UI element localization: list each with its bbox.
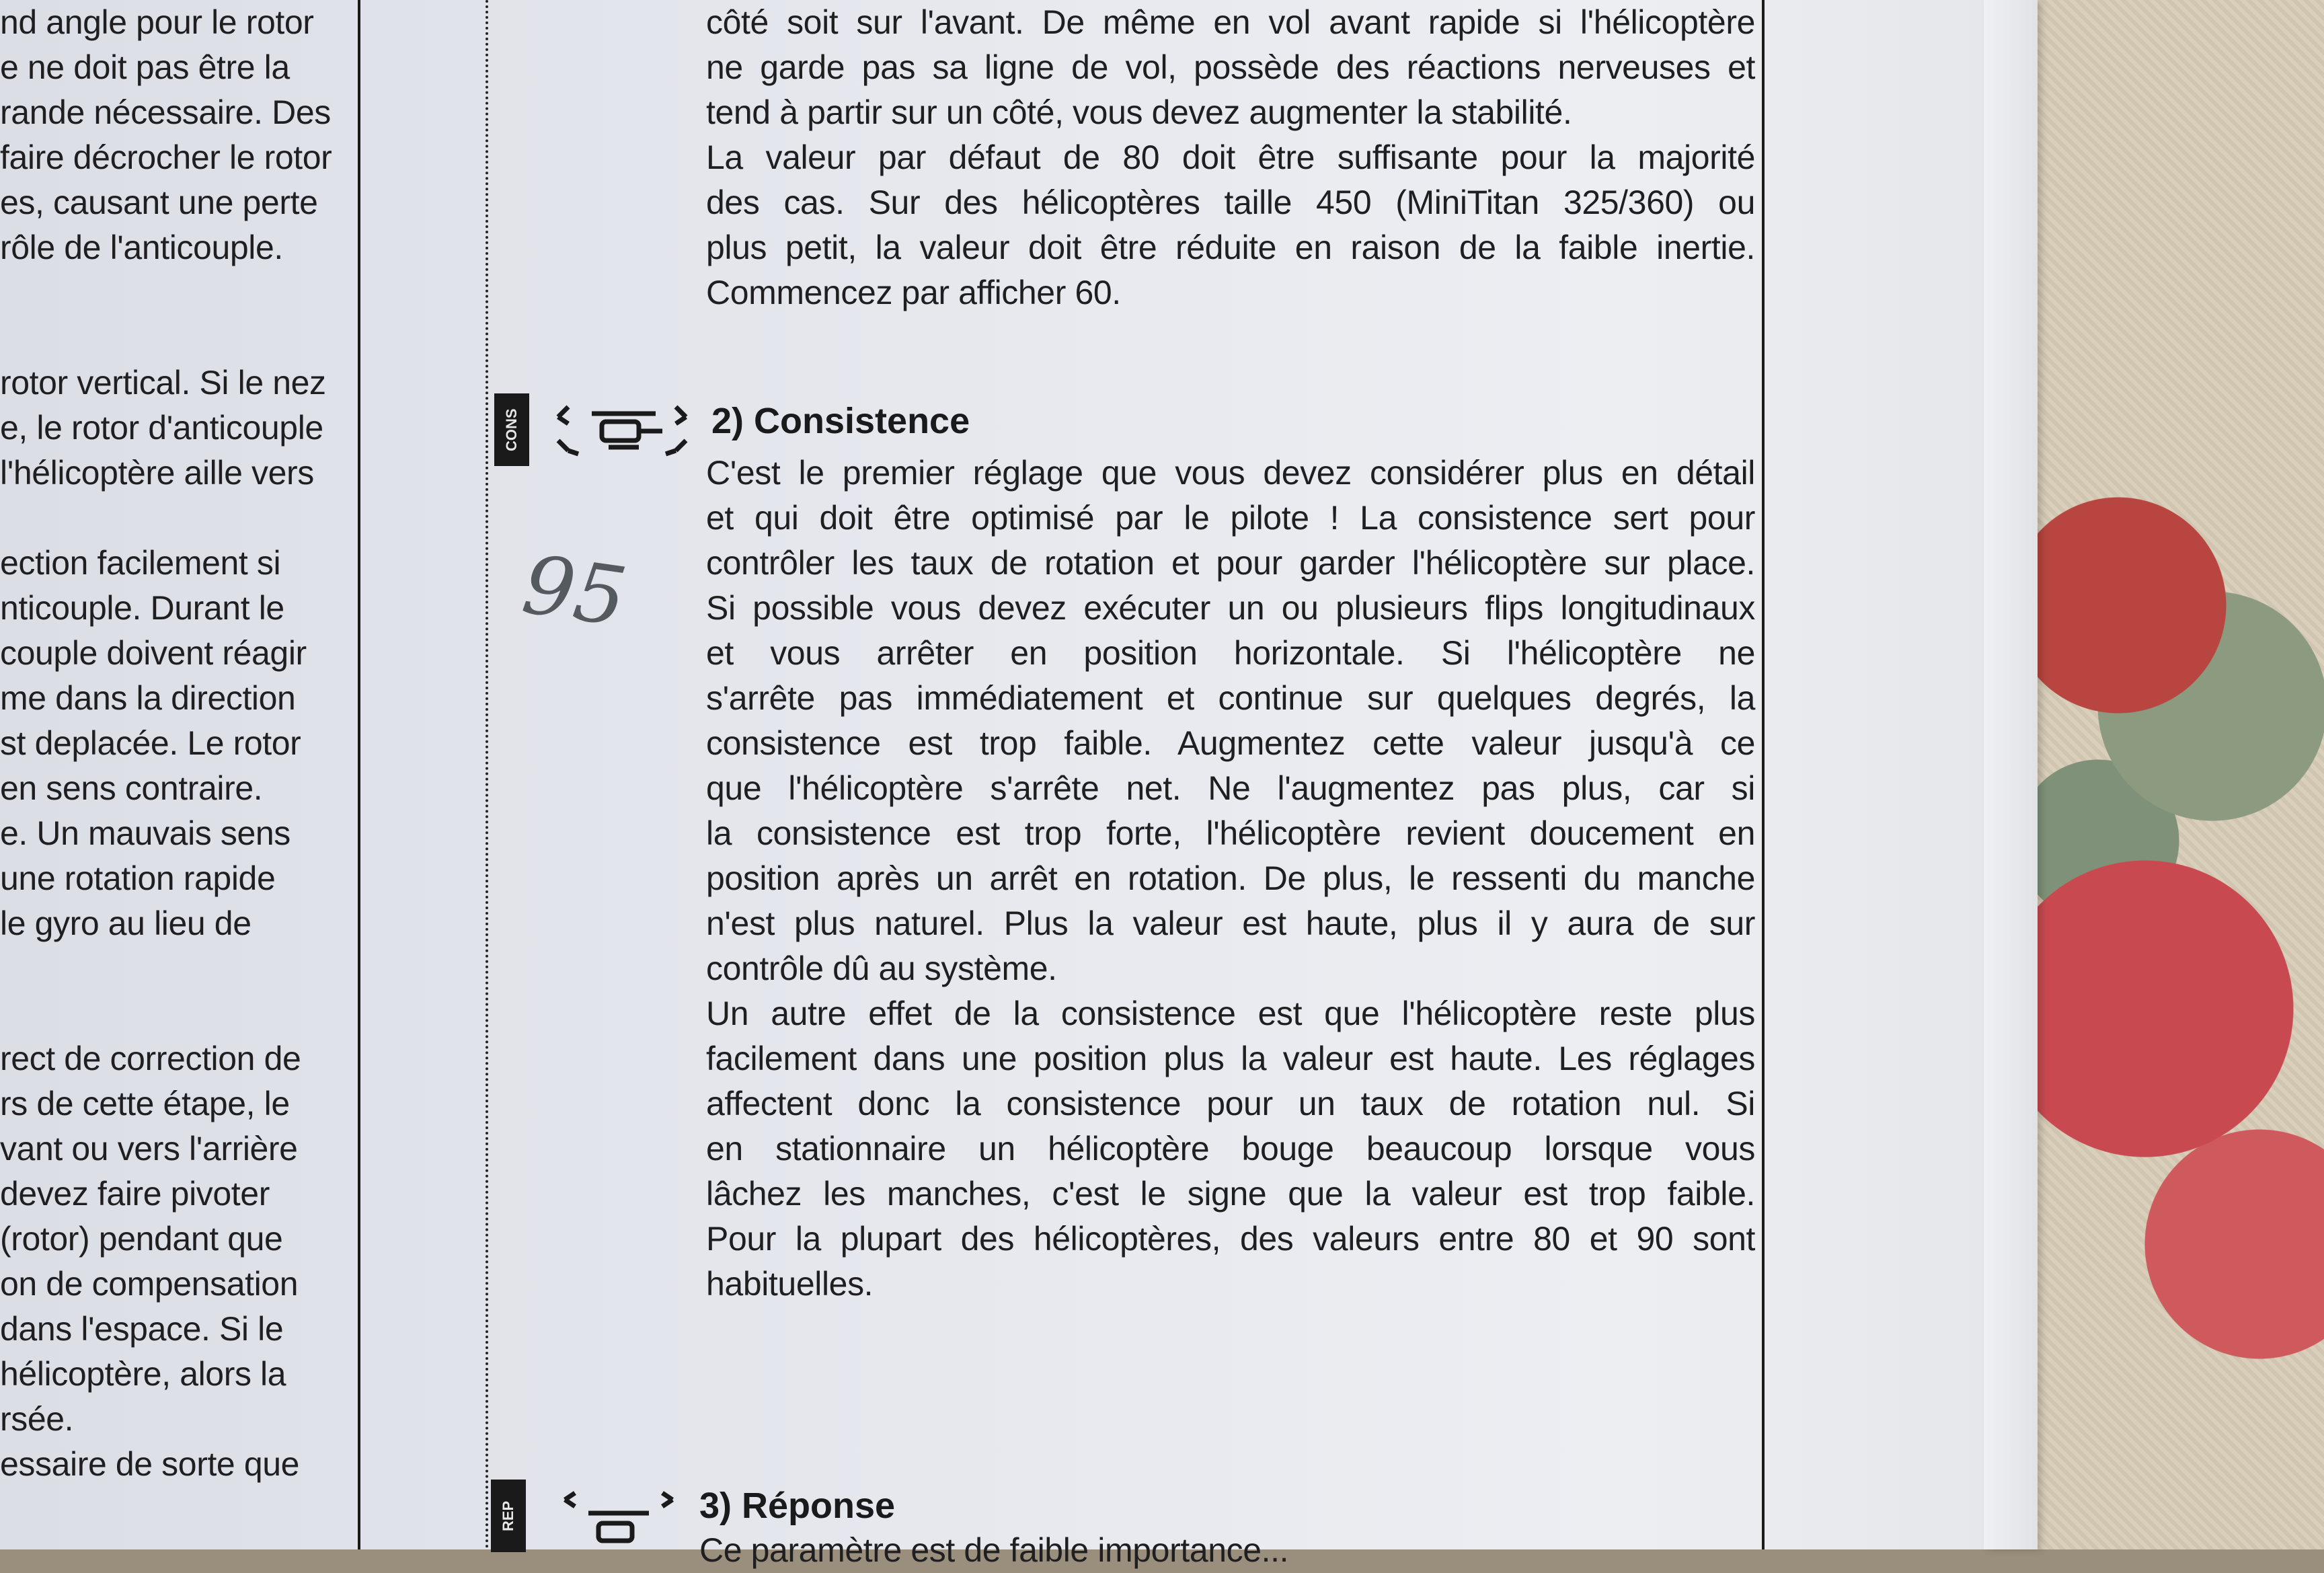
text-line: en stationnaire un hélicoptère bouge beaucoup lorsque vous bbox=[706, 1130, 1755, 1167]
text-line bbox=[0, 946, 340, 991]
text-line: affectent donc la consistence pour un taux de rotation nul. Si bbox=[706, 1085, 1755, 1122]
text-line bbox=[0, 496, 340, 541]
text-line: faire décrocher le rotor bbox=[0, 139, 332, 176]
text-line: rande nécessaire. Des bbox=[0, 93, 331, 131]
column-rule-left bbox=[358, 0, 360, 1549]
text-line bbox=[0, 270, 340, 315]
text-line: La valeur par défaut de 80 doit être suffisante pour la majorité bbox=[706, 139, 1755, 176]
text-line: ection facilement si bbox=[0, 544, 281, 582]
text-line: es, causant une perte bbox=[0, 184, 318, 221]
reponse-first-line: Ce paramètre est de faible importance... bbox=[699, 1531, 1289, 1569]
section-heading-consistence: 2) Consistence bbox=[711, 401, 970, 441]
text-line: vant ou vers l'arrière bbox=[0, 1130, 298, 1167]
text-line: rsée. bbox=[0, 1400, 74, 1438]
top-paragraph bbox=[706, 0, 1755, 315]
text-line: position après un arrêt en rotation. De plus, le ressenti du manche bbox=[706, 859, 1755, 897]
text-line: rôle de l'anticouple. bbox=[0, 229, 283, 266]
text-line: habituelles. bbox=[706, 1265, 874, 1303]
text-line: tend à partir sur un côté, vous devez augmenter la stabilité. bbox=[706, 93, 1572, 131]
text-line: Si possible vous devez exécuter un ou plusieurs flips longitudinaux bbox=[706, 589, 1755, 627]
fabric-background bbox=[2038, 0, 2324, 1549]
text-line: on de compensation bbox=[0, 1265, 299, 1303]
text-line: des cas. Sur des hélicoptères taille 450 (MiniTitan 325/360) ou bbox=[706, 184, 1755, 221]
text-line: consistence est trop faible. Augmentez cette valeur jusqu'à ce bbox=[706, 724, 1755, 762]
text-line: nd angle pour le rotor bbox=[0, 3, 314, 41]
text-line: rotor vertical. Si le nez bbox=[0, 364, 326, 401]
text-line: lâchez les manches, c'est le signe que la valeur est trop faible. bbox=[706, 1175, 1755, 1213]
text-line: nticouple. Durant le bbox=[0, 589, 284, 627]
text-line: devez faire pivoter bbox=[0, 1175, 270, 1213]
text-line: côté soit sur l'avant. De même en vol avant rapide si l'hélicoptère bbox=[706, 3, 1755, 41]
text-line: le gyro au lieu de bbox=[0, 905, 251, 942]
text-line: et qui doit être optimisé par le pilote ! La consistence sert pour bbox=[706, 499, 1755, 537]
section-tag-consistence: CONS bbox=[494, 393, 529, 466]
text-line: (rotor) pendant que bbox=[0, 1220, 283, 1258]
text-line: dans l'espace. Si le bbox=[0, 1310, 284, 1348]
left-column-text bbox=[0, 0, 340, 1487]
text-line: une rotation rapide bbox=[0, 859, 276, 897]
section-tag-reponse: REP bbox=[491, 1480, 526, 1552]
text-line: rect de correction de bbox=[0, 1040, 301, 1077]
text-line: l'hélicoptère aille vers bbox=[0, 454, 314, 492]
paper-edge bbox=[1984, 0, 2038, 1549]
text-line: plus petit, la valeur doit être réduite en raison de la faible inertie. bbox=[706, 229, 1755, 266]
text-line: la consistence est trop forte, l'hélicoptère revient doucement en bbox=[706, 814, 1755, 852]
handwritten-note: 95 bbox=[517, 538, 632, 645]
text-line: s'arrête pas immédiatement et continue sur quelques degrés, la bbox=[706, 679, 1755, 717]
text-line: hélicoptère, alors la bbox=[0, 1355, 286, 1393]
text-line: e. Un mauvais sens bbox=[0, 814, 290, 852]
text-line: que l'hélicoptère s'arrête net. Ne l'augmentez pas plus, car si bbox=[706, 769, 1755, 807]
text-line: ne garde pas sa ligne de vol, possède des réactions nerveuses et bbox=[706, 48, 1755, 86]
helicopter-icon-2 bbox=[561, 1486, 676, 1547]
text-line: essaire de sorte que bbox=[0, 1445, 300, 1483]
text-line: e ne doit pas être la bbox=[0, 48, 290, 86]
consistence-paragraph bbox=[706, 451, 1755, 1307]
text-line: e, le rotor d'anticouple bbox=[0, 409, 323, 447]
text-line: contrôler les taux de rotation et pour garder l'hélicoptère sur place. bbox=[706, 544, 1755, 582]
text-line: rs de cette étape, le bbox=[0, 1085, 290, 1122]
text-line bbox=[0, 315, 340, 360]
text-line: Commencez par afficher 60. bbox=[706, 274, 1121, 311]
text-line: n'est plus naturel. Plus la valeur est haute, plus il y aura de sur bbox=[706, 905, 1755, 942]
text-line: Pour la plupart des hélicoptères, des valeurs entre 80 et 90 sont bbox=[706, 1220, 1755, 1258]
text-line: C'est le premier réglage que vous devez considérer plus en détail bbox=[706, 454, 1755, 492]
section-heading-reponse: 3) Réponse bbox=[699, 1486, 896, 1526]
text-line: contrôle dû au système. bbox=[706, 950, 1057, 987]
text-line: me dans la direction bbox=[0, 679, 296, 717]
text-line: st deplacée. Le rotor bbox=[0, 724, 301, 762]
text-line bbox=[0, 991, 340, 1036]
column-rule-right bbox=[1762, 0, 1765, 1549]
text-line: facilement dans une position plus la valeur est haute. Les réglages bbox=[706, 1040, 1755, 1077]
text-line: Un autre effet de la consistence est que l'hélicoptère reste plus bbox=[706, 995, 1755, 1032]
column-rule-dotted bbox=[486, 0, 488, 1549]
text-line: en sens contraire. bbox=[0, 769, 263, 807]
text-line: et vous arrêter en position horizontale. Si l'hélicoptère ne bbox=[706, 634, 1755, 672]
helicopter-icon bbox=[555, 393, 689, 461]
text-line: couple doivent réagir bbox=[0, 634, 307, 672]
